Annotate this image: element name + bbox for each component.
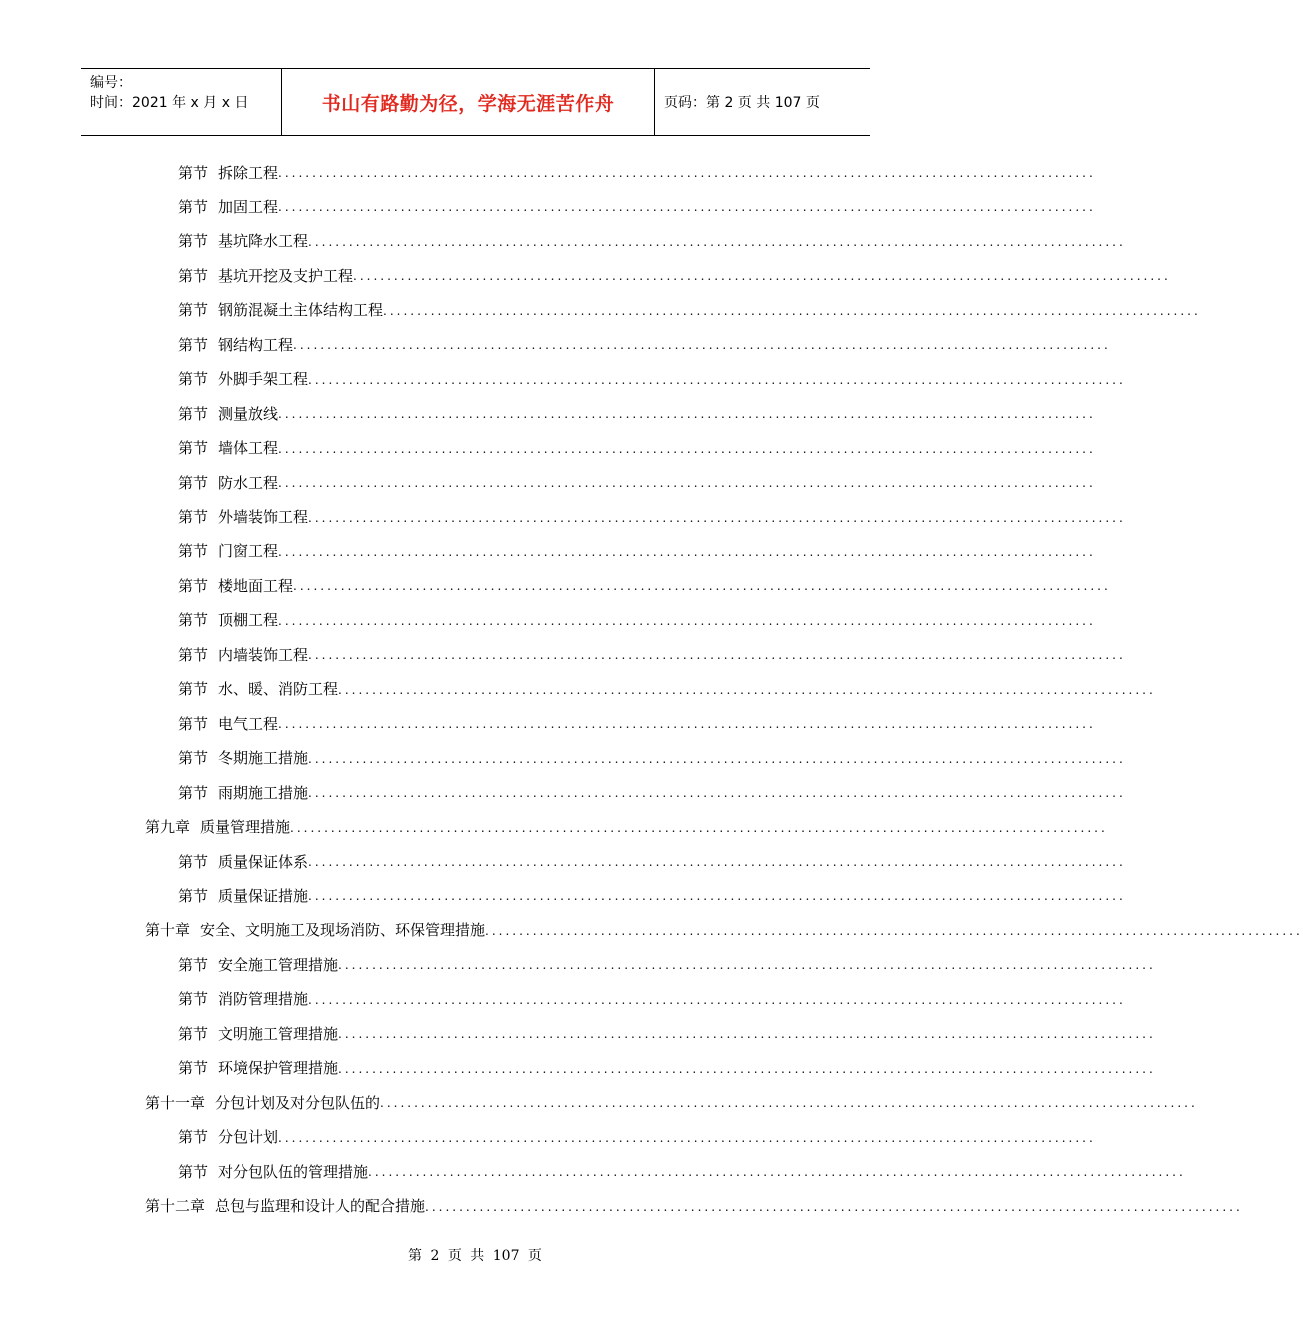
toc-entry-title: 基坑开挖及支护工程 [218, 266, 354, 285]
toc-entry-title: 内墙装饰工程 [218, 645, 309, 664]
toc-entry[interactable] [178, 258, 1171, 292]
toc-dot-leader: ........................................................................................................................ [290, 820, 1108, 835]
toc-entry[interactable] [145, 1085, 1198, 1119]
toc-entry-number: 第十二章 [145, 1197, 206, 1215]
toc-entry[interactable] [178, 327, 1111, 361]
toc-entry[interactable] [178, 155, 1096, 189]
toc-entry-label [145, 816, 290, 837]
toc-dot-leader: ........................................................................................................................ [338, 1027, 1156, 1042]
toc-dot-leader: ........................................................................................................................ [293, 338, 1111, 353]
toc-entry-label [178, 506, 308, 527]
toc-entry[interactable] [178, 1154, 1186, 1188]
toc-entry-label [145, 1195, 425, 1216]
toc-entry-title: 加固工程 [218, 197, 279, 216]
toc-entry-number: 第节 [178, 852, 209, 871]
toc-entry-label [178, 678, 338, 699]
toc-entry-label [145, 1092, 380, 1113]
toc-entry-label [178, 609, 278, 630]
toc-entry-title: 消防管理措施 [218, 990, 309, 1009]
toc-entry[interactable] [178, 603, 1096, 637]
toc-dot-leader: ........................................................................................................................ [278, 717, 1096, 732]
toc-entry-title: 雨期施工措施 [218, 783, 309, 802]
toc-entry[interactable] [178, 637, 1126, 671]
toc-entry-number: 第节 [178, 542, 209, 561]
toc-entry-number: 第节 [178, 990, 209, 1009]
toc-entry-title: 分包计划 [218, 1128, 279, 1147]
toc-entry[interactable] [178, 844, 1126, 878]
toc-entry[interactable] [178, 362, 1126, 396]
toc-dot-leader: ........................................................................................................................ [278, 200, 1096, 215]
toc-dot-leader: ........................................................................................................................ [278, 441, 1096, 456]
toc-dot-leader: ........................................................................................................................ [308, 510, 1126, 525]
toc-entry-label [145, 919, 485, 940]
toc-entry-label [178, 1023, 338, 1044]
toc-entry-title: 冬期施工措施 [218, 749, 309, 768]
toc-entry-number: 第节 [178, 266, 209, 285]
toc-dot-leader: ........................................................................................................................ [293, 579, 1111, 594]
toc-entry[interactable] [178, 396, 1096, 430]
page-footer: 第 2 页 共 107 页 [408, 1248, 542, 1264]
toc-entry-label [178, 988, 308, 1009]
toc-entry-label [178, 299, 383, 320]
toc-entry-title: 质量保证体系 [218, 852, 309, 871]
toc-entry[interactable] [178, 878, 1126, 912]
toc-entry-label [178, 747, 308, 768]
toc-entry-title: 安全施工管理措施 [218, 955, 339, 974]
toc-entry-label [178, 713, 278, 734]
toc-entry[interactable] [178, 189, 1096, 223]
toc-entry-number: 第节 [178, 197, 209, 216]
toc-entry[interactable] [178, 982, 1126, 1016]
toc-entry-title: 钢结构工程 [218, 335, 294, 354]
toc-entry-label [178, 196, 278, 217]
toc-entry[interactable] [178, 775, 1126, 809]
toc-entry-number: 第十章 [145, 921, 191, 940]
header-meta [81, 69, 282, 135]
toc-entry[interactable] [178, 672, 1156, 706]
toc-entry[interactable] [178, 534, 1096, 568]
toc-entry-label [178, 954, 338, 975]
toc-entry-number: 第节 [178, 232, 209, 251]
toc-dot-leader: ........................................................................................................................ [308, 751, 1126, 766]
toc-entry-label [178, 851, 308, 872]
toc-dot-leader: ........................................................................................................................ [308, 234, 1126, 249]
toc-dot-leader: ........................................................................................................................ [278, 166, 1096, 180]
toc-dot-leader: ........................................................................................................................ [485, 923, 1303, 938]
toc-entry-number: 第节 [178, 370, 209, 389]
toc-entry[interactable] [145, 1189, 1243, 1223]
toc-entry-title: 安全、文明施工及现场消防、环保管理措施 [200, 921, 486, 940]
toc-entry-title: 电气工程 [218, 714, 279, 733]
toc-entry-label [178, 1126, 278, 1147]
toc-entry[interactable] [178, 568, 1111, 602]
toc-entry-label [178, 885, 308, 906]
toc-entry-label [178, 1161, 368, 1182]
toc-entry-label [178, 472, 278, 493]
toc-dot-leader: ........................................................................................................................ [278, 613, 1096, 628]
toc-dot-leader: ........................................................................................................................ [308, 855, 1126, 869]
toc-entry-number: 第节 [178, 1162, 209, 1181]
toc-dot-leader: ........................................................................................................................ [338, 958, 1156, 973]
toc-entry-title: 总包与监理和设计人的配合措施 [215, 1197, 426, 1215]
toc-entry-number: 第节 [178, 1024, 209, 1043]
toc-entry-number: 第节 [178, 473, 209, 492]
toc-entry[interactable] [145, 913, 1303, 947]
toc-dot-leader: ........................................................................................................................ [308, 648, 1126, 663]
toc-entry-label [178, 265, 353, 286]
toc-entry-label [178, 334, 293, 355]
toc-entry-title: 门窗工程 [218, 542, 279, 561]
toc-entry-number: 第节 [178, 1128, 209, 1147]
toc-entry-label [178, 162, 278, 183]
toc-dot-leader: ........................................................................................................................ [425, 1199, 1243, 1214]
toc-entry-number: 第节 [178, 335, 209, 354]
toc-dot-leader: ........................................................................................................................ [278, 1130, 1096, 1145]
toc-entry-number: 第节 [178, 508, 209, 526]
toc-dot-leader: ........................................................................................................................ [308, 372, 1126, 387]
toc-entry[interactable] [145, 810, 1108, 844]
toc-entry-number: 第节 [178, 783, 209, 802]
toc-entry[interactable] [178, 293, 1201, 327]
toc-entry-label [178, 1057, 338, 1078]
toc-entry-number: 第节 [178, 714, 209, 733]
toc-entry[interactable] [178, 1051, 1156, 1085]
toc-entry[interactable] [178, 465, 1096, 499]
toc-entry-number: 第节 [178, 1059, 209, 1078]
toc-entry-title: 外脚手架工程 [218, 370, 309, 389]
toc-entry-title: 顶棚工程 [218, 611, 279, 630]
toc-entry[interactable] [178, 500, 1126, 534]
toc-entry-title: 钢筋混凝土主体结构工程 [218, 301, 384, 320]
toc-entry-title: 水、暖、消防工程 [218, 680, 339, 699]
header-page-info: 页码：第 2 页 共 107 页 [664, 95, 820, 111]
toc-entry-title: 文明施工管理措施 [218, 1024, 339, 1043]
toc-entry-title: 外墙装饰工程 [218, 508, 309, 526]
toc-entry-label [178, 230, 308, 251]
toc-entry-title: 楼地面工程 [218, 576, 294, 595]
toc-entry-label [178, 540, 278, 561]
page-header [81, 68, 870, 136]
toc-entry-title: 分包计划及对分包队伍的 [215, 1093, 381, 1112]
toc-entry-number: 第节 [178, 611, 209, 630]
header-motto: 书山有路勤为径，学海无涯苦作舟 [282, 69, 655, 135]
toc-entry-title: 基坑降水工程 [218, 232, 309, 251]
toc-dot-leader: ........................................................................................................................ [278, 476, 1096, 491]
toc-entry-number: 第节 [178, 404, 209, 423]
toc-entry-label [178, 403, 278, 424]
toc-entry[interactable] [178, 224, 1126, 258]
toc-entry-title: 防水工程 [218, 473, 279, 492]
header-number: 编号： [90, 75, 132, 91]
toc-entry-title: 环境保护管理措施 [218, 1059, 339, 1078]
toc-entry-title: 墙体工程 [218, 439, 279, 458]
toc-entry[interactable] [178, 1120, 1096, 1154]
toc-dot-leader: ........................................................................................................................ [380, 1096, 1198, 1111]
toc-entry-title: 质量保证措施 [218, 886, 309, 905]
toc-entry-label [178, 368, 308, 389]
toc-dot-leader: ........................................................................................................................ [278, 407, 1096, 422]
toc-entry[interactable] [178, 741, 1126, 775]
toc-entry-number: 第十一章 [145, 1093, 206, 1112]
toc-entry[interactable] [178, 431, 1096, 465]
toc-entry-title: 拆除工程 [218, 163, 279, 182]
toc-entry-number: 第节 [178, 680, 209, 699]
toc-entry-number: 第节 [178, 645, 209, 664]
toc-dot-leader: ........................................................................................................................ [308, 992, 1126, 1007]
toc-entry-label [178, 575, 293, 596]
toc-entry[interactable] [178, 947, 1156, 981]
toc-entry-number: 第节 [178, 886, 209, 905]
toc-entry-title: 质量管理措施 [200, 818, 291, 837]
toc-entry-number: 第节 [178, 955, 209, 974]
toc-entry-number: 第节 [178, 301, 209, 320]
toc-entry-label [178, 437, 278, 458]
toc-entry-label [178, 782, 308, 803]
header-time: 时间：2021 年 x 月 x 日 [90, 95, 249, 111]
toc-dot-leader: ........................................................................................................................ [308, 889, 1126, 904]
toc-entry-label [178, 644, 308, 665]
toc-entry[interactable] [178, 1016, 1156, 1050]
toc-entry-number: 第节 [178, 439, 209, 458]
toc-entry[interactable] [178, 706, 1096, 740]
toc-dot-leader: ........................................................................................................................ [278, 544, 1096, 559]
toc-entry-title: 测量放线 [218, 404, 279, 423]
toc-dot-leader: ........................................................................................................................ [338, 1061, 1156, 1076]
toc-dot-leader: ........................................................................................................................ [338, 682, 1156, 697]
toc-dot-leader: ........................................................................................................................ [353, 269, 1171, 284]
toc-entry-number: 第节 [178, 163, 209, 182]
toc-dot-leader: ........................................................................................................................ [383, 303, 1201, 318]
toc-dot-leader: ........................................................................................................................ [368, 1165, 1186, 1180]
toc-entry-number: 第节 [178, 576, 209, 595]
toc-dot-leader: ........................................................................................................................ [308, 786, 1126, 801]
toc-entry-number: 第节 [178, 749, 209, 768]
toc-entry-number: 第九章 [145, 818, 191, 837]
toc-entry-title: 对分包队伍的管理措施 [218, 1162, 369, 1181]
